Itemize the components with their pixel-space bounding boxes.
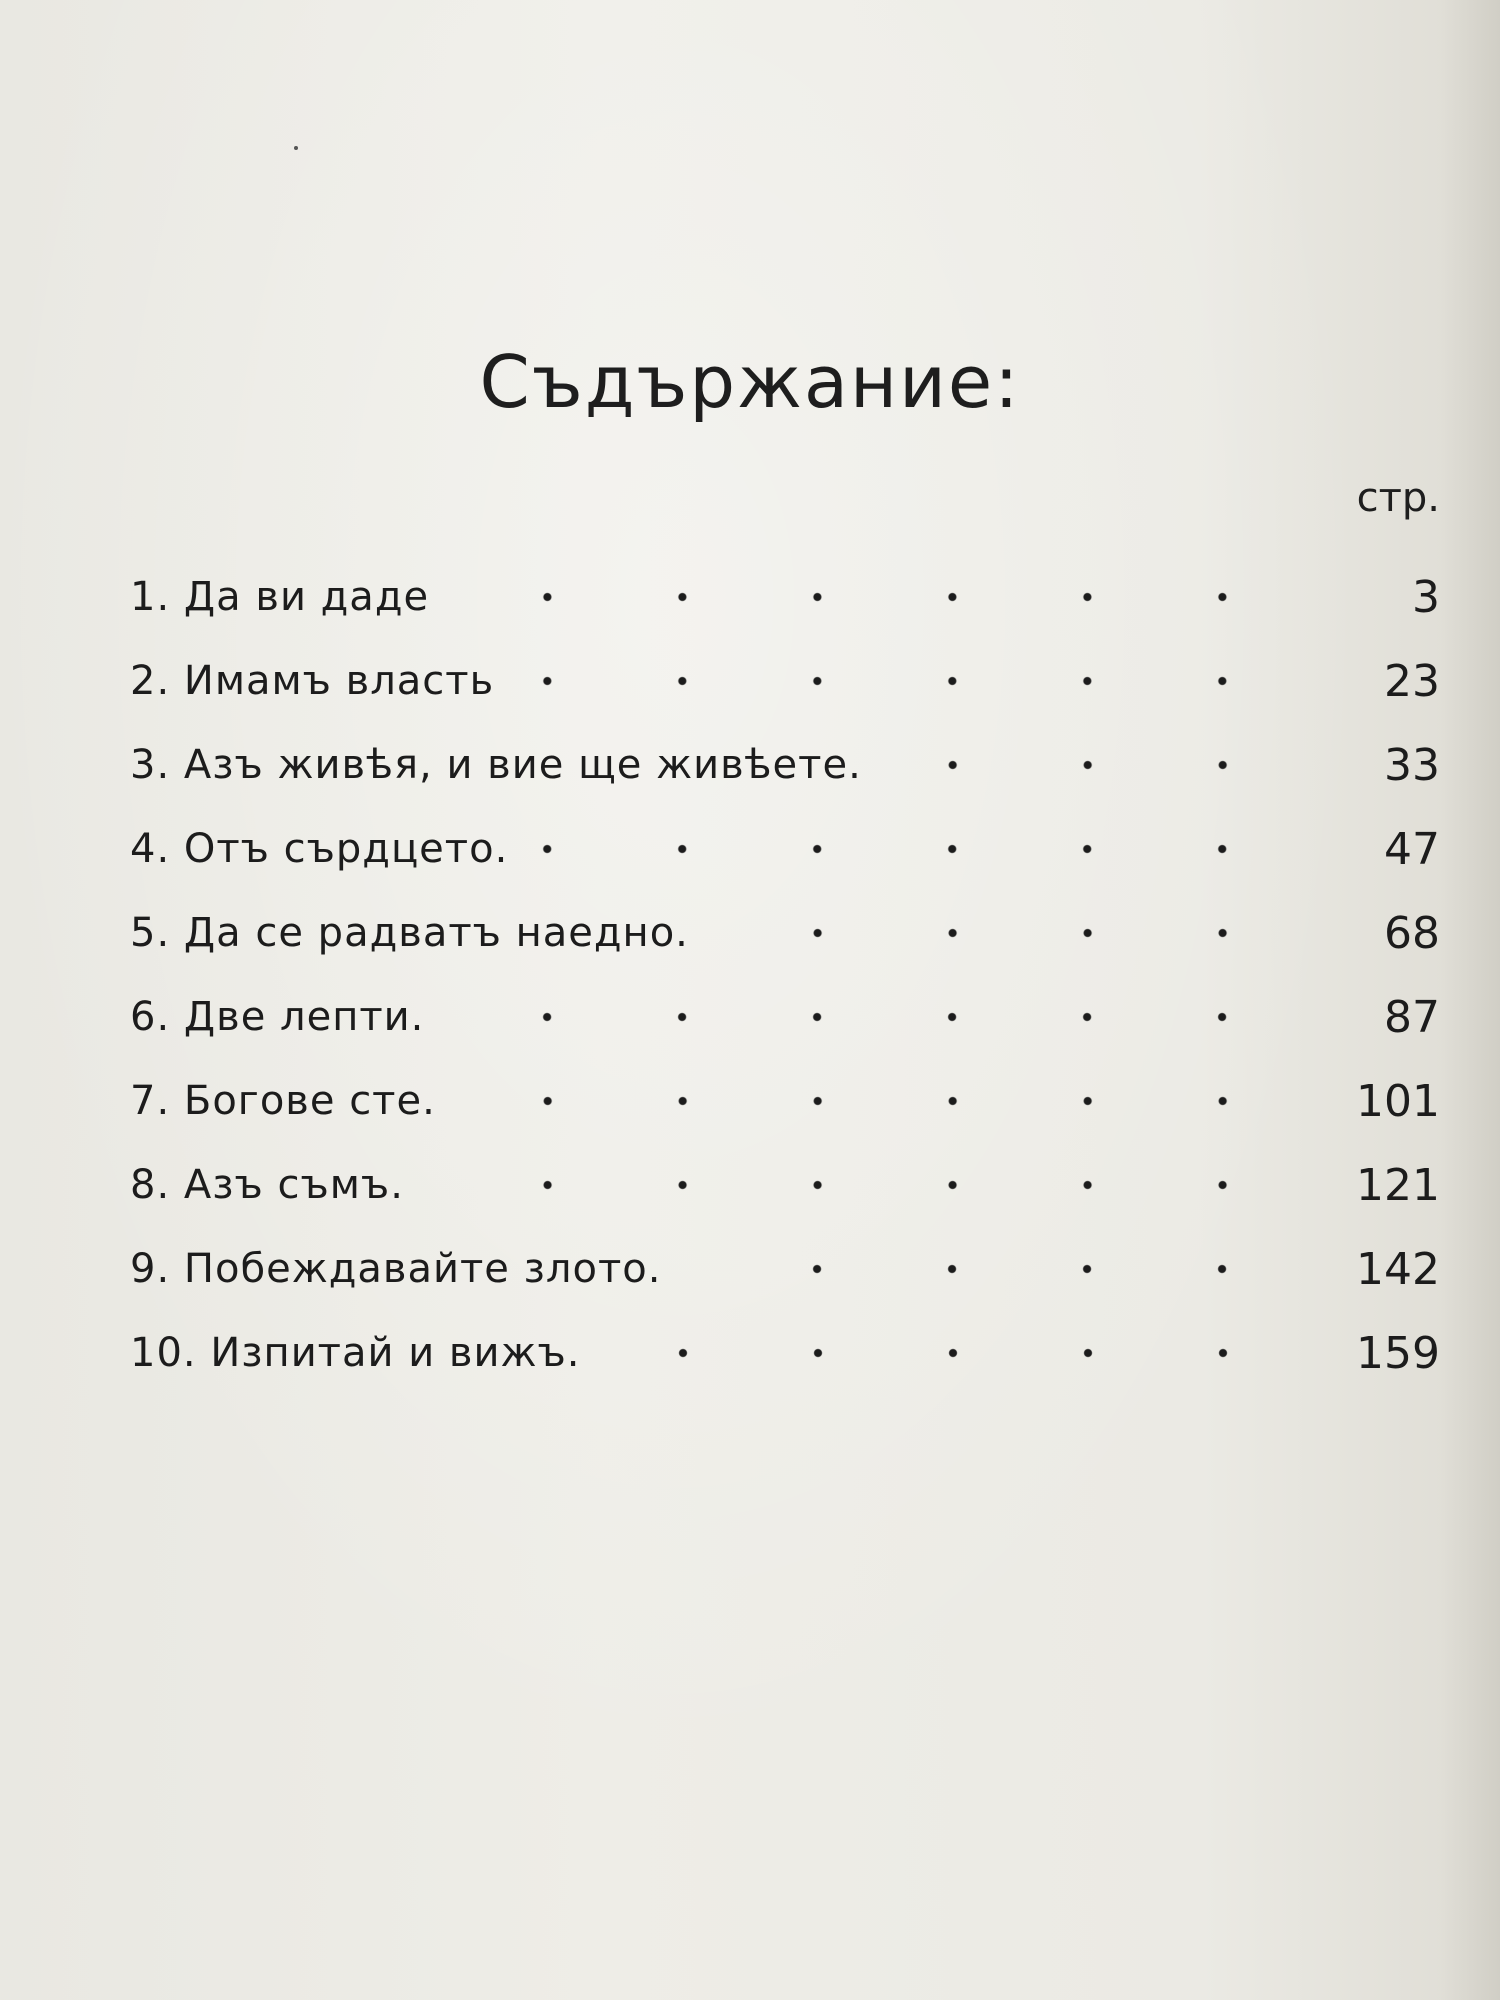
toc-entry-number: 8.	[130, 1162, 171, 1208]
toc-entry	[130, 1143, 1440, 1227]
dot-leader	[434, 1180, 1290, 1190]
toc-entry	[130, 891, 1440, 975]
dot-leader	[459, 592, 1290, 602]
toc-entry-title	[130, 1078, 456, 1124]
toc-entry-text: Богове сте.	[183, 1078, 436, 1124]
toc-entry-page: 101	[1356, 1075, 1440, 1127]
toc-entry-page: 87	[1384, 991, 1440, 1043]
toc-entry-page: 121	[1356, 1159, 1440, 1211]
toc-entry	[130, 555, 1440, 639]
toc-entry-page: 159	[1356, 1327, 1440, 1379]
dot-leader	[892, 760, 1290, 770]
toc-entry-number: 6.	[130, 994, 171, 1040]
toc-entry-page: 33	[1384, 739, 1440, 791]
toc-entry-title	[130, 826, 528, 872]
toc-entry-title	[130, 742, 882, 788]
toc-entry-page: 3	[1412, 571, 1440, 623]
toc-entry	[130, 975, 1440, 1059]
toc-entry	[130, 1311, 1440, 1395]
toc-entry	[130, 1227, 1440, 1311]
toc-entry-text: Да се радватъ наедно.	[183, 910, 689, 956]
table-of-contents	[130, 555, 1440, 1395]
dot-leader	[611, 1348, 1291, 1358]
toc-entry-text: Азъ живѣя, и вие ще живѣете.	[183, 742, 862, 788]
toc-entry-page: 47	[1384, 823, 1440, 875]
dot-leader	[691, 1264, 1290, 1274]
pages-column-header: стр.	[1356, 475, 1440, 521]
toc-entry	[130, 639, 1440, 723]
dot-leader	[454, 1012, 1290, 1022]
toc-entry-text: Да ви даде	[183, 574, 430, 620]
toc-entry-title	[130, 994, 444, 1040]
toc-entry-number: 10.	[130, 1330, 197, 1376]
toc-entry-text: Побеждавайте злото.	[183, 1246, 662, 1292]
toc-entry-page: 68	[1384, 907, 1440, 959]
toc-entry	[130, 807, 1440, 891]
toc-entry-page: 23	[1384, 655, 1440, 707]
dot-leader	[524, 676, 1290, 686]
toc-entry	[130, 723, 1440, 807]
toc-entry-number: 1.	[130, 574, 171, 620]
toc-entry-title	[130, 1330, 601, 1376]
toc-entry-text: Имамъ власть	[183, 658, 495, 704]
dot-leader	[466, 1096, 1290, 1106]
toc-entry-title	[130, 1162, 424, 1208]
toc-entry-number: 2.	[130, 658, 171, 704]
paper-speck	[294, 146, 298, 150]
page-title: Съдържание:	[479, 340, 1021, 424]
toc-entry-text: Изпитай и вижъ.	[210, 1330, 581, 1376]
toc-entry-number: 9.	[130, 1246, 171, 1292]
toc-entry-title	[130, 910, 709, 956]
toc-entry-number: 3.	[130, 742, 171, 788]
dot-leader	[538, 844, 1290, 854]
toc-entry-text: Отъ сърдцето.	[183, 826, 509, 872]
toc-entry-text: Азъ съмъ.	[183, 1162, 404, 1208]
toc-entry	[130, 1059, 1440, 1143]
toc-entry-title	[130, 1246, 681, 1292]
toc-entry-page: 142	[1356, 1243, 1440, 1295]
dot-leader	[719, 928, 1290, 938]
toc-entry-title	[130, 574, 449, 620]
toc-entry-number: 4.	[130, 826, 171, 872]
toc-entry-title	[130, 658, 514, 704]
toc-entry-number: 7.	[130, 1078, 171, 1124]
toc-entry-text: Две лепти.	[183, 994, 425, 1040]
toc-entry-number: 5.	[130, 910, 171, 956]
